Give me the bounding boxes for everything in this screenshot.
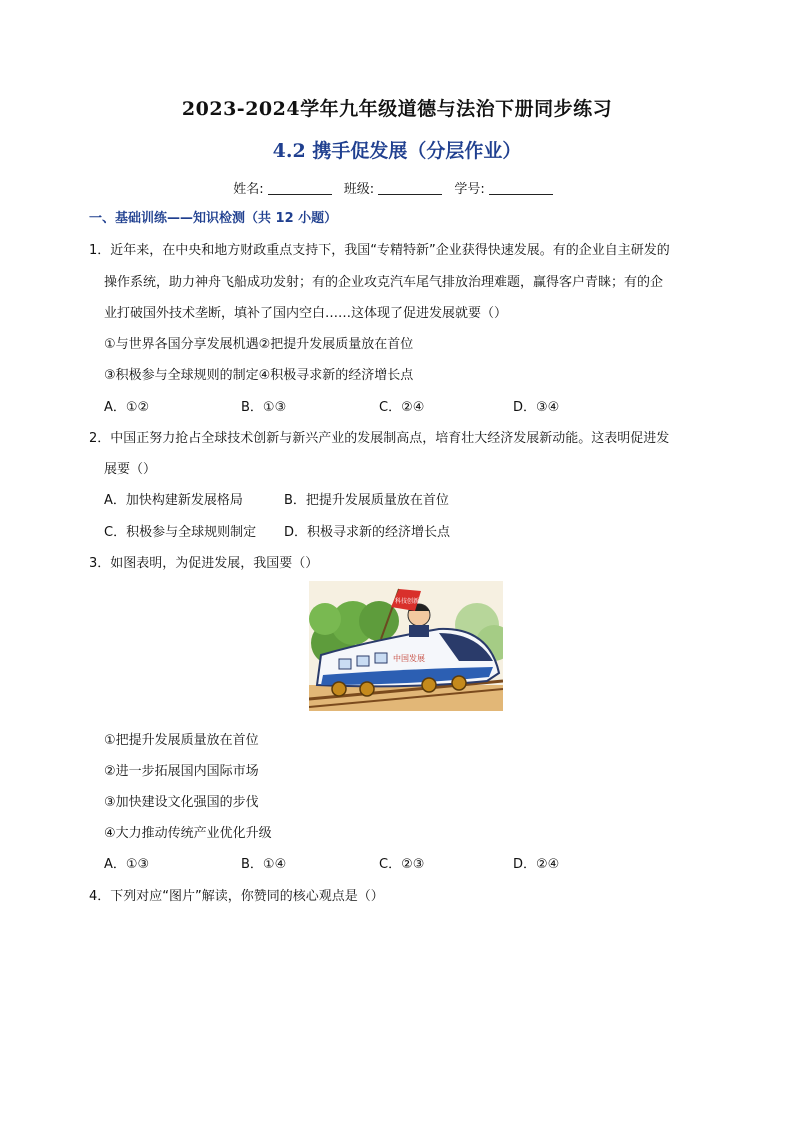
q1-line-1: 1．近年来，在中央和地方财政重点支持下，我国“专精特新”企业获得快速发展。有的企业自主研发的 [89,243,670,258]
high-speed-train-cartoon [309,581,503,711]
name-label: 姓名: [233,182,264,197]
q2-option-a[interactable]: A．加快构建新发展格局 [104,493,243,508]
q3-option-b[interactable]: B．①④ [241,857,287,872]
q3-option-d[interactable]: D．②④ [513,857,560,872]
flag-label: 科技创新 [395,598,420,605]
page-subtitle: 4.2 携手促发展（分层作业） [272,140,522,162]
q2-line-2: 展要（） [104,462,157,477]
class-blank[interactable] [378,182,442,195]
number-blank[interactable] [489,182,553,195]
q3-option-a[interactable]: A．①③ [104,857,150,872]
number-label: 学号: [454,182,485,197]
page-title: 2023-2024学年九年级道德与法治下册同步练习 [181,98,613,120]
q3-option-c[interactable]: C．②③ [379,857,425,872]
section-heading: 一、基础训练——知识检测（共 12 小题） [89,211,338,226]
q2-option-b[interactable]: B．把提升发展质量放在首位 [284,493,449,508]
q1-statement-2: ③积极参与全球规则的制定④积极寻求新的经济增长点 [104,368,414,383]
train-label: 中国发展 [393,654,425,663]
q1-option-a[interactable]: A．①② [104,400,150,415]
student-info [0,178,794,197]
q3-statement-3: ③加快建设文化强国的步伐 [104,795,259,810]
q1-statement-1: ①与世界各国分享发展机遇②把提升发展质量放在首位 [104,337,414,352]
q3-statement-4: ④大力推动传统产业优化升级 [104,826,272,841]
q1-line-3: 业打破国外技术垄断，填补了国内空白……这体现了促进发展就要（） [104,306,508,321]
q3-line-1: 3．如图表明，为促进发展，我国要（） [89,556,319,571]
class-label: 班级: [343,182,375,197]
name-blank[interactable] [268,182,332,195]
q2-option-c[interactable]: C．积极参与全球规则制定 [104,525,257,540]
q2-option-d[interactable]: D．积极寻求新的经济增长点 [284,525,451,540]
q1-option-c[interactable]: C．②④ [379,400,425,415]
q1-option-d[interactable]: D．③④ [513,400,560,415]
q4-line-1: 4．下列对应“图片”解读，你赞同的核心观点是（） [89,889,384,904]
q3-statement-1: ①把提升发展质量放在首位 [104,733,259,748]
q3-statement-2: ②进一步拓展国内国际市场 [104,764,259,779]
q1-line-2: 操作系统，助力神舟飞船成功发射；有的企业攻克汽车尾气排放治理难题，赢得客户青睐；有的企 [104,275,664,290]
q2-line-1: 2．中国正努力抢占全球技术创新与新兴产业的发展制高点，培育壮大经济发展新动能。这表明促进发 [89,431,670,446]
q1-option-b[interactable]: B．①③ [241,400,287,415]
